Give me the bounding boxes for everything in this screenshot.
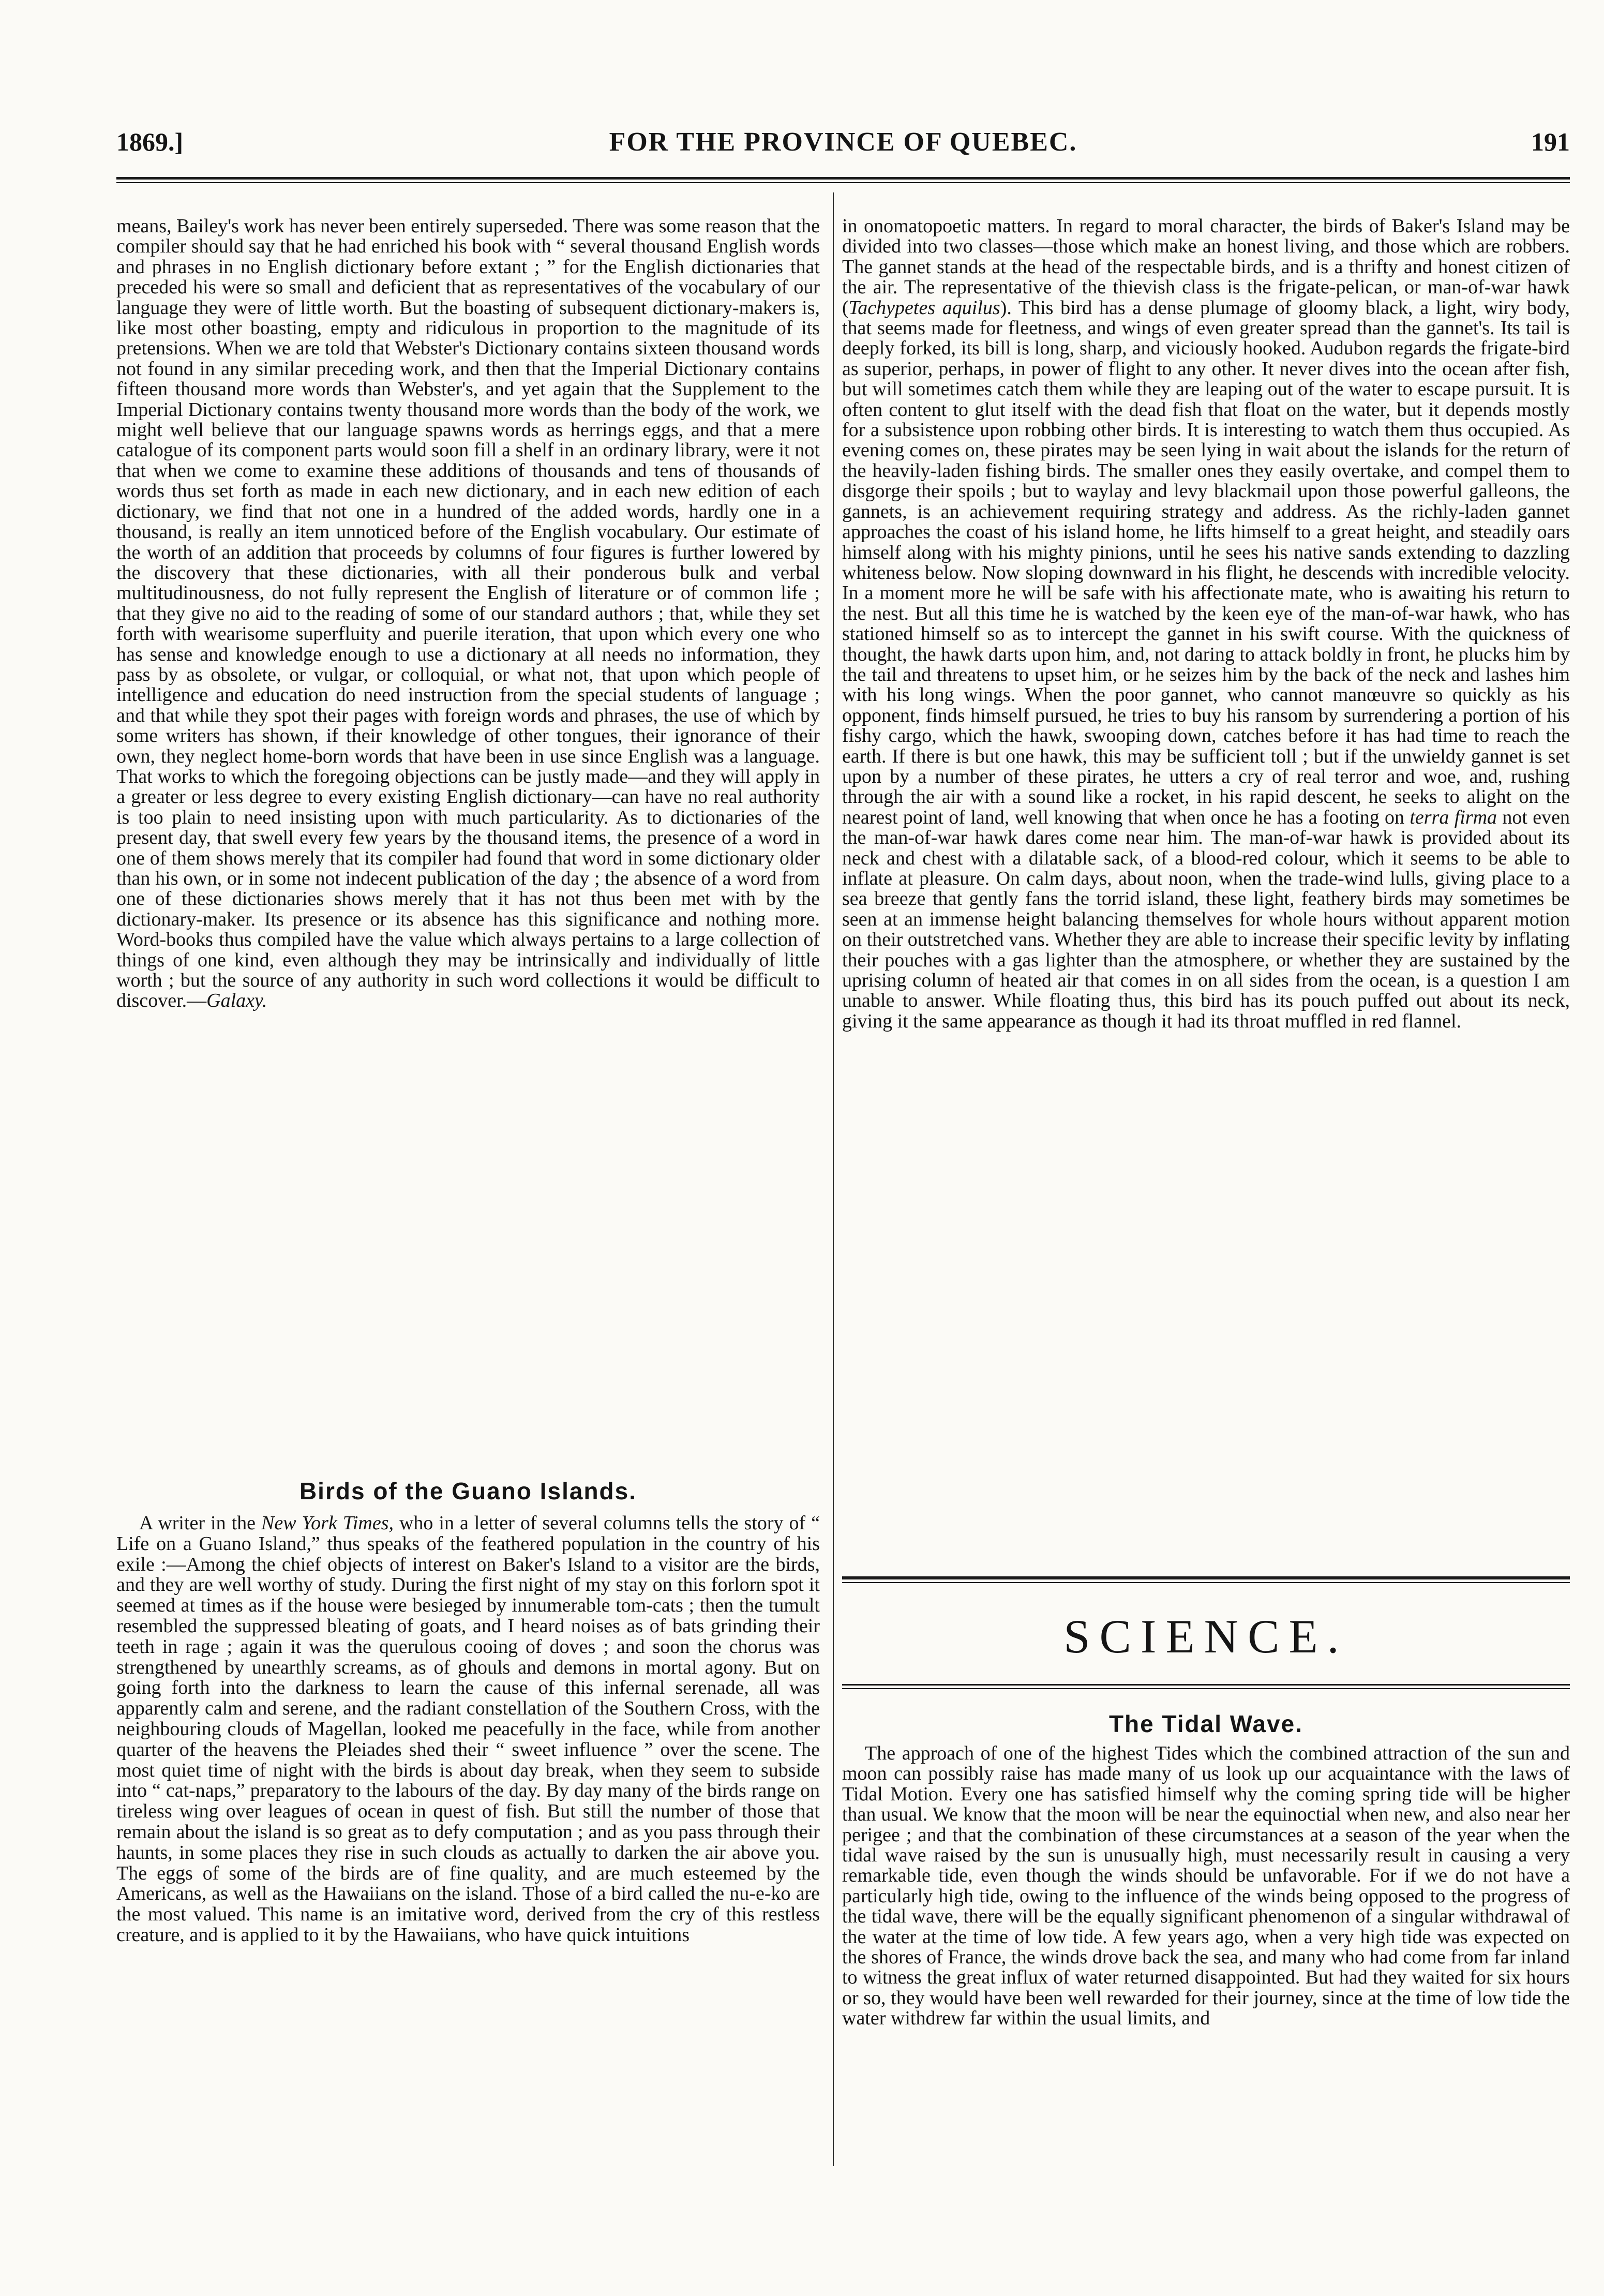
article-tidal-paragraph: The approach of one of the highest Tides which the combined attraction of the sun and moon can possibly raise has made many of us look up our acquaintance with the laws of Tidal Motion. Every one has satisfied himself why the coming spring tide will be higher than usual. We know that the moon will be near the equinoctial when new, and also near her perigee ; and that the combination of these circumstances at a season of the year when the tidal wave raised by the sun is unusually high, must necessarily result in causing a very remarkable tide, even though the winds should be unfavorable. For if we do not have a particularly high tide, owing to the influence of the winds being opposed to the progress of the tidal wave, there will be the equally significant phenomenon of a singular withdrawal of the water at the time of low tide. A few years ago, when a very high tide was expected on the shores of France, the winds drove back the sea, and many who had come from far inland to witness the great influx of water returned disappointed. But had they waited for six hours or so, they would have been well rewarded for their journey, since at the time of low tide the water withdrew far within the usual limits, and [842,1742,1570,2030]
article-tidal-heading-wrap [842,1710,1570,1738]
science-rule-thin [842,1582,1570,1583]
article-dictionaries-source: Galaxy. [206,990,267,1012]
page-header [116,127,1570,163]
science-rule-lower-thin [842,1688,1570,1689]
page-number: 191 [1531,127,1570,156]
header-year: 1869.] [116,127,184,156]
article-birds-text: who in a letter of several columns tells the story of “ Life on a Guano Island,” thus speaks of the feathered population in the country of his exile :—Among the chief objects of interest on Baker's Island to a visitor are the birds, and they are well worthy of study. During the first night of my stay on this forlorn spot it seemed at times as if the house were besieged by innumerable tom-cats ; then the tumult resembled the suppressed bleating of goats, and I heard noises as of bats grinding their teeth in rage ; again it was the querulous cooing of doves ; and soon the chorus was strengthened by unearthly screams, as of ghouls and demons in mortal agony. But on going forth into the darkness to learn the cause of this infernal serenade, all was apparently calm and serene, and the radiant constellation of the Southern Cross, with the neighbouring clouds of Magellan, looked me peacefully in the face, while from another quarter of the heavens the Pleiades shed their “ sweet influence ” over the scene. The most quiet time of night with the birds is about day break, when they seem to subside into “ cat-naps,” preparatory to the labours of the day. By day many of the birds range on tireless wing over leagues of ocean in quest of fish. But still the number of those that remain about the island is so great as to defy computation ; and as you pass through their haunts, in some places they rise in such clouds as actually to darken the air above you. The eggs of some of the birds are of fine quality, and are much esteemed by the Americans, as well as the Hawaiians on the island. Those of a bird called the nu-e-ko are the most valued. This name is an imitative word, derived from the cry of this restless creature, and is applied to it by the Hawaiians, who have quick intuitions [116,1512,820,1946]
article-birds-paragraph [116,1513,820,1946]
header-rule-thick [116,177,1570,180]
article-birds-heading-wrap [116,1477,820,1505]
science-rule-lower-thick [842,1684,1570,1686]
article-birds-title: Birds of the Guano Islands. [299,1478,637,1504]
newspaper-name: New York Times, [261,1512,394,1534]
continuation-part-b: ). This bird has a dense plumage of gloomy black, a light, wiry body, that seems made for fleetness, and wings of even greater spread than the gannet's. Its tail is deeply forked, its bill is long, sharp, and viciously hooked. Audubon regards the frigate-bird as superior, perhaps, in power of flight to any other. It never dives into the ocean after fish, but will sometimes catch them while they are leaping out of the water to escape pursuit. It is often content to glut itself with the dead fish that float on the water, but it depends mostly for a subsistence upon robbing other birds. It is interesting to watch them thus occupied. As evening comes on, these pirates may be seen lying in wait about the islands for the return of the heavily-laden fishing birds. The smaller ones they easily overtake, and compel them to disgorge their spoils ; but to waylay and levy blackmail upon those powerful galleons, the gannets, is an achievement requiring strategy and address. As the richly-laden gannet approaches the coast of his island home, he lifts himself to a great height, and steadily oars himself along with his mighty pinions, until he sees his native sands extending to dazzling whiteness below. Now sloping downward in his flight, he descends with incredible velocity. In a moment more he will be safe with his affectionate mate, who is awaiting his return to the nest. But all this time he is watched by the keen eye of the man-of-war hawk, who has stationed himself so as to intercept the gannet in his swift course. With the quickness of thought, the hawk darts upon him, and, not daring to attack boldly in front, he plucks him by the tail and threatens to upset him, or he seizes him by the back of the neck and lashes him with his long wings. When the poor gannet, who cannot manœuvre so quickly as his opponent, finds himself pursued, he tries to buy his ransom by surrendering a portion of his fishy cargo, which the hawk, swooping down, catches before it has had time to reach the earth. If there is but one hawk, this may be sufficient toll ; but if the unwieldy gannet is set upon by a number of these pirates, he utters a cry of real terror and woe, and, rushing through the air with a sound like a rocket, in his rapid descent, he seeks to alight on the nearest point of land, well knowing that when once he has a footing on [842,296,1570,828]
header-title: FOR THE PROVINCE OF QUEBEC. [609,127,1077,157]
article-dictionaries-text: means, Bailey's work has never been entirely superseded. There was some reason that the compiler should say that he had enriched his book with “ several thousand English words and phrases in no English dictionary before extant ; ” for the English dictionaries that preceded his were so small and deficient that as representatives of the vocabulary of our language they were of little worth. But the boasting of subsequent dictionary-makers is, like most other boasting, empty and ridiculous in proportion to the magnitude of its pretensions. When we are told that Webster's Dictionary contains sixteen thousand words not found in any similar preceding work, and then that the Imperial Dictionary contains fifteen thousand more words than Webster's, and yet again that the Supplement to the Imperial Dictionary contains twenty thousand more words than the body of the work, we might well believe that our language spawns words as herrings eggs, and that a mere catalogue of its component parts would soon fill a shelf in an ordinary library, were it not that when we come to examine these additions of thousands and tens of thousands of words thus set forth as made in each new dictionary, and in each new edition of each dictionary, we find that not one in a hundred of the added words, hardly one in a thousand, is really an item unnoticed before of the English vocabulary. Our estimate of the worth of an addition that proceeds by columns of four figures is further lowered by the discovery that these dictionaries, with all their ponderous bulk and verbal multitudinousness, do not fully represent the English of literature or of common life ; that they give no aid to the reading of some of our standard authors ; that, while they set forth with wearisome superfluity and puerile iteration, that upon which every one who has sense and knowledge enough to use a dictionary at all needs no information, they pass by as obsolete, or vulgar, or colloquial, or what not, that upon which people of intelligence and education do need instruction from the special students of language ; and that while they spot their pages with foreign words and phrases, the use of which by some writers has shown, if their knowledge of other tongues, their ignorance of their own, they neglect home-born words that have been in use since English was a language. That works to which the foregoing objections can be justly made—and they will apply in a greater or less degree to every existing English dictionary—can have no real authority is too plain to need insisting upon with much particularity. As to dictionaries of the present day, that swell every few years by the thousand items, the presence of a word in one of them shows merely that its compiler had found that word in some dictionary older than his own, or in some not indecent publication of the day ; the absence of a word from one of these dictionaries shows merely that it has not thus been met with by the dictionary-maker. Its presence or its absence has this significance and nothing more. Word-books thus compiled have the value which always pertains to a large collection of things of one kind, even although they may be intrinsically and individually of little worth ; but the source of any authority in such word collections it would be difficult to discover.— [116,215,820,1012]
article-birds-intro: A writer in the [139,1512,261,1534]
species-name: Tachypetes aquilus [848,296,1000,319]
header-rule-thin [116,182,1570,183]
science-section-heading: SCIENCE. [1063,1610,1348,1663]
article-dictionaries-body [116,216,820,1011]
terra-firma-phrase: terra firma [1410,806,1497,828]
right-column [842,216,1570,1032]
column-divider [833,192,834,2166]
article-birds-body [116,1513,820,1946]
article-birds-continuation [842,216,1570,1032]
science-rule-thick [842,1576,1570,1579]
article-tidal-body [842,1743,1570,2029]
article-tidal-title: The Tidal Wave. [1108,1710,1303,1737]
continuation-part-a: in onomatopoetic matters. In regard to moral character, the birds of Baker's Island may be divided into two classes—those which make an honest living, and those which are robbers. The gannet stands at the head of the respectable birds, and is a thrifty and honest citizen of the air. The representative of the thievish class is the frigate-pelican, or man-of-war hawk ( [842,215,1570,319]
continuation-part-c: not even the man-of-war hawk dares come near him. The man-of-war hawk is provided about its neck and chest with a dilatable sack, of a blood-red colour, which it seems to be able to inflate at pleasure. On calm days, about noon, when the trade-wind lulls, giving place to a sea breeze that gently fans the torrid island, these light, feathery birds may sometimes be seen at an immense height balancing themselves for whole hours without apparent motion on their outstretched vans. Whether they are able to increase their specific levity by inflating their pouches with a gas lighter than the atmosphere, or whether they are sustained by the uprising column of heated air that comes in on all sides from the ocean, is a question I am unable to answer. While floating thus, this bird has its pouch puffed out about its neck, giving it the same appearance as though it had its throat muffled in red flannel. [842,806,1570,1032]
left-column [116,216,820,1011]
